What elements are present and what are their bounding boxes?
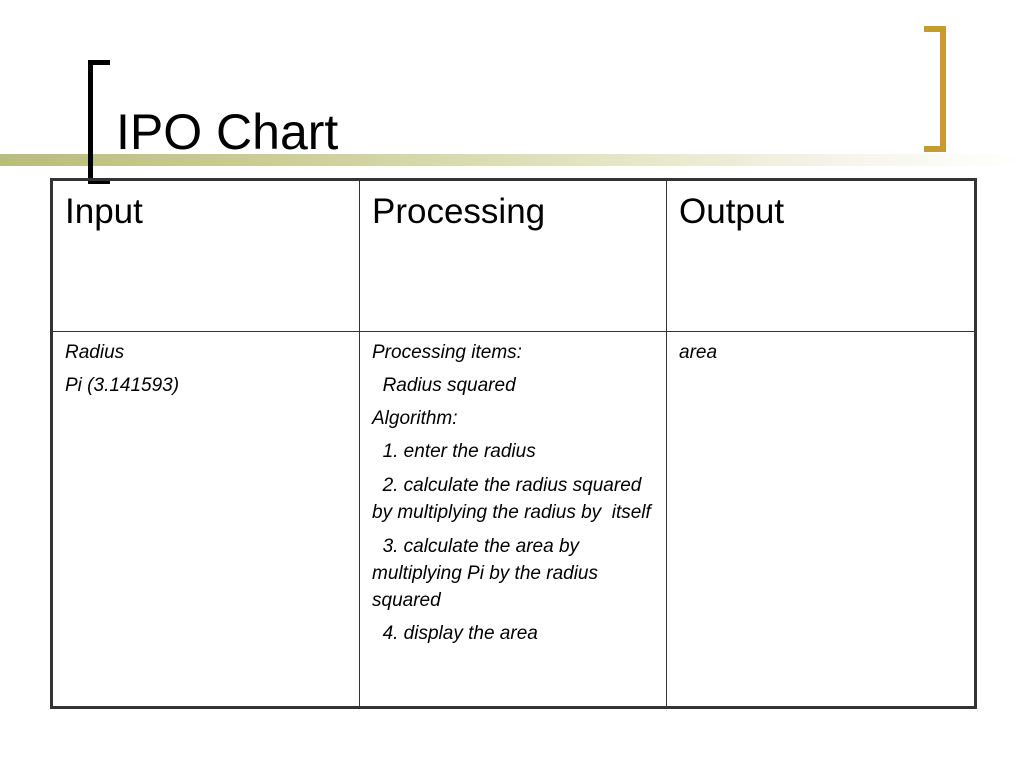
header-input: Input <box>52 180 360 332</box>
input-item: Radius <box>65 342 125 363</box>
input-item: Pi (3.141593) <box>65 375 180 396</box>
header-output: Output <box>667 180 976 332</box>
slide-title: IPO Chart <box>116 104 339 160</box>
table-header-row <box>52 180 976 332</box>
header-processing: Processing <box>360 180 667 332</box>
algorithm-step: 2. calculate the radius squared by multiplying the radius by itself <box>372 475 651 523</box>
output-cell <box>667 332 976 708</box>
ipo-table <box>50 178 977 709</box>
input-cell <box>52 332 360 708</box>
processing-cell <box>360 332 667 708</box>
algorithm-step: 4. display the area <box>372 623 538 644</box>
processing-line: Radius squared <box>372 375 516 396</box>
algorithm-step: 1. enter the radius <box>372 441 536 462</box>
processing-line: Algorithm: <box>372 408 458 429</box>
algorithm-step: 3. calculate the area by multiplying Pi by the radius squared <box>372 536 604 611</box>
right-bracket-decoration <box>924 26 946 152</box>
output-item: area <box>679 342 718 363</box>
left-bracket-decoration <box>88 60 110 184</box>
processing-line: Processing items: <box>372 342 522 363</box>
table-row <box>52 332 976 708</box>
